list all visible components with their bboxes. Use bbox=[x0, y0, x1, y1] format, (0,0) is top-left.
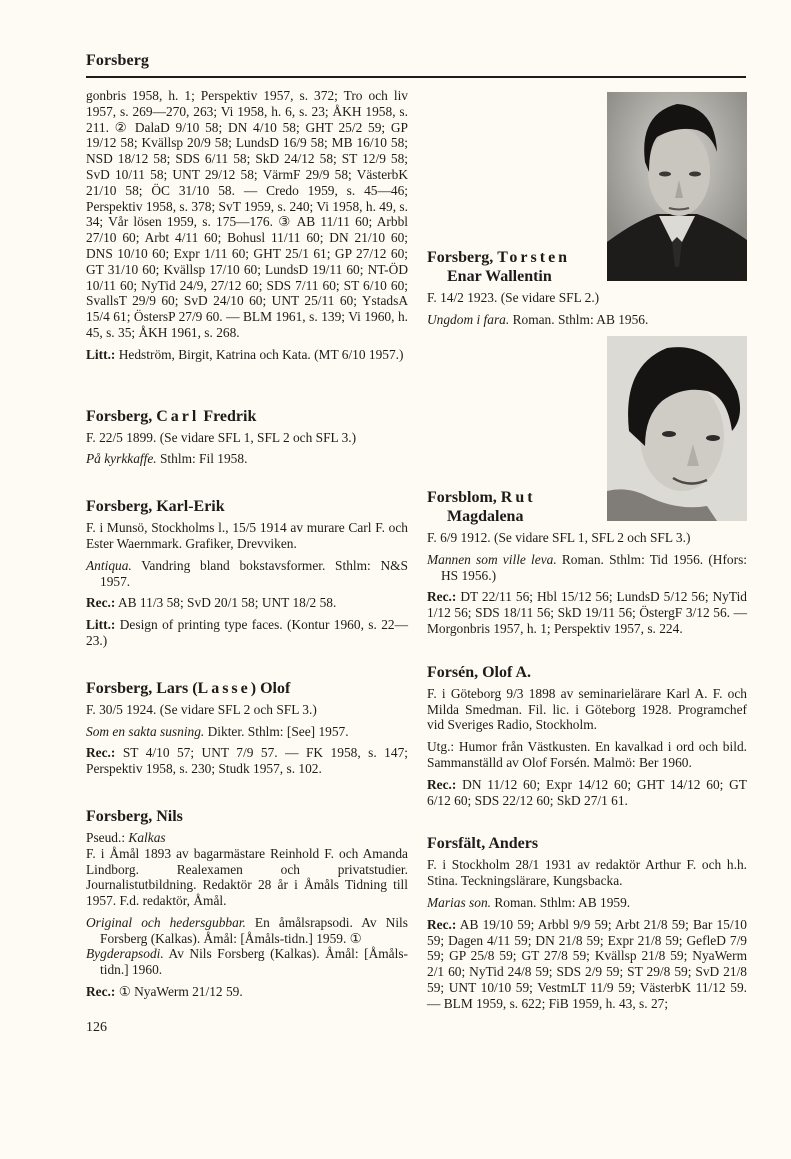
rec-text: AB 11/3 58; SvD 20/1 58; UNT 18/2 58. bbox=[115, 595, 337, 611]
entry-anders bbox=[427, 834, 747, 1011]
birth-line: F. i Munsö, Stockholms l., 15/5 1914 av murare Carl F. och Ester Waernmark. Grafiker, Drevviken. bbox=[86, 520, 408, 551]
rec-line bbox=[86, 745, 408, 777]
rec-label: Rec.: bbox=[427, 916, 457, 932]
page-number: 126 bbox=[86, 1020, 107, 1035]
birth-line: F. 22/5 1899. (Se vidare SFL 1, SFL 2 och SFL 3.) bbox=[86, 429, 357, 445]
entry-heading bbox=[86, 407, 408, 426]
entry-rut-magdalena bbox=[427, 488, 747, 637]
litt-line bbox=[86, 617, 408, 649]
running-head: Forsberg bbox=[86, 52, 150, 69]
entry-lars-lasse-olof bbox=[86, 679, 408, 777]
rec-line bbox=[86, 984, 408, 1000]
rec-text: ST 4/10 57; UNT 7/9 57. — FK 1958, s. 147; Perspektiv 1958, s. 230; Studk 1957, s. 102. bbox=[86, 745, 408, 777]
birth-line: F. 30/5 1924. (Se vidare SFL 2 och SFL 3.) bbox=[86, 701, 317, 717]
work-title: På kyrkkaffe. bbox=[86, 451, 157, 467]
given-name-rest: Magdalena bbox=[447, 508, 524, 525]
work-title: Som en sakta susning. bbox=[86, 723, 205, 739]
entry-heading bbox=[86, 679, 408, 698]
surname: Forsberg, bbox=[427, 249, 494, 266]
given-name: Rut bbox=[500, 489, 536, 506]
entry-olof-a bbox=[427, 663, 747, 809]
birth-line: F. i Åmål 1893 av bagarmästare Reinhold F. och Amanda Lindborg. Realexamen och privatstudier. Journalistutbildning. Redaktör 28 år i Åmåls Tidning till 1957. F.d. redaktör, Åmål. bbox=[86, 845, 408, 909]
surname: Forsblom, bbox=[427, 489, 497, 506]
entry-heading bbox=[86, 807, 408, 826]
utg-line: Utg.: Humor från Västkusten. En kavalkad i ord och bild. Sammanställd av Olof Forsén. Malmö: Ber 1960. bbox=[427, 739, 747, 770]
work-line bbox=[86, 451, 408, 467]
work-details: Vandring bland bokstavsformer. Sthlm: N&S 1957. bbox=[100, 557, 408, 589]
work-line bbox=[427, 552, 747, 584]
given-name-rest: Fredrik bbox=[203, 407, 257, 425]
given-name-rest: ) Olof bbox=[250, 679, 291, 697]
rec-label: Rec.: bbox=[86, 984, 116, 1000]
work-line bbox=[86, 915, 408, 947]
work-details: Roman. Sthlm: Tid 1956. (Hfors: HS 1956.) bbox=[441, 551, 747, 583]
given-name: Lasse bbox=[197, 679, 251, 697]
birth-line: F. i Stockholm 28/1 1931 av redaktör Arthur F. och h.h. Stina. Teckningslärare, Kungsbacka. bbox=[427, 857, 747, 889]
entry-heading bbox=[427, 248, 747, 286]
work-line bbox=[427, 895, 747, 911]
surname: Forsfält, Anders bbox=[427, 835, 539, 853]
work-title: Ungdom i fara. bbox=[427, 311, 510, 327]
entry-nils bbox=[86, 807, 408, 1000]
rec-line bbox=[86, 595, 408, 611]
surname: Forsberg, bbox=[86, 807, 153, 825]
litt-line bbox=[86, 347, 408, 363]
work-details: En åmålsrapsodi. Av Nils Forsberg (Kalkas). Åmål: [Åmåls-tidn.] 1959. ① bbox=[100, 914, 408, 946]
entry-continuation bbox=[86, 88, 408, 363]
rec-line bbox=[427, 589, 747, 636]
birth-line: F. i Göteborg 9/3 1898 av seminarielärare Karl A. F. och Milda Smedman. Fil. lic. i Göteborg 1928. Programchef vid Sveriges Radio, Stockholm. bbox=[427, 685, 747, 733]
surname: Forsberg, bbox=[86, 407, 153, 425]
given-name-rest: Enar Wallentin bbox=[447, 268, 552, 285]
surname: Forsén, Olof A. bbox=[427, 663, 531, 681]
rec-line bbox=[427, 917, 747, 1012]
entry-torsten bbox=[427, 248, 747, 336]
work-title: Bygderapsodi. bbox=[86, 946, 164, 962]
work-details: Roman. Sthlm: AB 1956. bbox=[509, 311, 649, 327]
work-title: Antiqua. bbox=[86, 557, 132, 573]
work-line bbox=[427, 312, 747, 328]
work-details: Roman. Sthlm: AB 1959. bbox=[491, 894, 631, 910]
pseud-label: Pseud.: bbox=[86, 829, 126, 845]
entry-karl-erik bbox=[86, 497, 408, 649]
left-column bbox=[86, 88, 408, 1026]
entry-heading bbox=[427, 663, 747, 682]
given-name: Carl bbox=[156, 407, 200, 425]
birth-line: F. 14/2 1923. (Se vidare SFL 2.) bbox=[427, 290, 600, 305]
rec-text: AB 19/10 59; Arbbl 9/9 59; Arbt 21/8 59; Bar 15/10 59; Dagen 4/11 59; DN 21/8 59; Expr 21/8 59; GefleD 7/9 59; GP 25/8 59; GT 27/8 59; Kvällsp 21/8 59; NyaWerm 2/1 60; NyTid 24/8 59; SDS 2/9 59; ST 29/8 59; SvD 21/8 59; UNT 10/10 59; VestmLT 11/9 59; VästerbK 11/12 59. — BLM 1959, s. 622; FiB 1959, h. 43, s. 27; bbox=[427, 916, 747, 1011]
reviews-continued: gonbris 1958, h. 1; Perspektiv 1957, s. 372; Tro och liv 1957, s. 269—270, 263; Vi 1958, h. 6, s. 23; ÅKH 1958, s. 211. ② DalaD 9/10 58; DN 4/10 58; GHT 25/2 59; GP 19/12 58; Kvällsp 20/9 58; LundsD 16/9 58; MB 16/10 58; NSD 18/12 58; SDS 6/11 58; SkD 24/12 58; ST 12/9 58; SvD 10/11 58; UNT 29/12 58; VärmF 29/9 58; VästerbK 21/10 58; ÖC 31/10 58. — Credo 1959, s. 45—46; Perspektiv 1958, s. 378; SvT 1959, s. 240; Vi 1958, h. 49, s. 34; Vår lösen 1959, s. 175—176. ③ AB 11/11 60; Arbbl 27/10 60; Arbt 4/11 60; Bohusl 11/11 60; DN 21/10 60; DNS 10/10 60; Expr 1/11 60; GHT 25/1 61; GP 27/12 60; GT 31/10 60; Kvällsp 17/10 60; LundsD 19/11 60; NT-ÖD 10/11 60; NyTid 24/9, 27/12 60; SDS 7/11 60; ST 6/10 60; SvallsT 29/9 60; SvD 24/10 60; UNT 25/11 60; YstadsA 15/4 61; ÖstersP 27/9 60. — BLM 1961, s. 139; Vi 1960, h. 45, s. 35; ÅKH 1961, s. 268. bbox=[86, 88, 408, 340]
page-header bbox=[86, 52, 746, 70]
rec-label: Rec.: bbox=[86, 595, 116, 611]
work-title: Mannen som ville leva. bbox=[427, 551, 557, 567]
header-rule bbox=[86, 76, 746, 78]
rec-text: DT 22/11 56; Hbl 15/12 56; LundsD 5/12 56; NyTid 1/12 56; SDS 18/11 56; SkD 19/11 56; ÖstergF 3/12 56. — Morgonbris 1957, h. 1; Perspektiv 1957, s. 224. bbox=[427, 589, 747, 636]
work-title: Marias son. bbox=[427, 894, 491, 910]
rec-label: Rec.: bbox=[427, 776, 457, 792]
entry-carl-fredrik bbox=[86, 407, 408, 468]
entry-heading bbox=[86, 497, 408, 516]
given-name: Karl-Erik bbox=[156, 498, 225, 516]
given-name: Torsten bbox=[497, 249, 571, 266]
rec-line bbox=[427, 777, 747, 809]
rec-text: ① NyaWerm 21/12 59. bbox=[115, 984, 243, 1000]
work-details: Av Nils Forsberg (Kalkas). Åmål: [Åmåls-tidn.] 1960. bbox=[100, 946, 408, 978]
work-title: Original och hedersgubbar. bbox=[86, 914, 246, 930]
rec-label: Rec.: bbox=[86, 745, 116, 761]
entry-heading bbox=[427, 834, 747, 853]
litt-label: Litt.: bbox=[86, 346, 116, 362]
work-line bbox=[86, 558, 408, 590]
pseud-line bbox=[86, 830, 408, 846]
right-column bbox=[427, 88, 747, 1038]
work-details: Dikter. Sthlm: [See] 1957. bbox=[204, 723, 349, 739]
work-details: Sthlm: Fil 1958. bbox=[156, 451, 248, 467]
litt-text: Hedström, Birgit, Katrina och Kata. (MT 6/10 1957.) bbox=[115, 346, 404, 362]
birth-line: F. 6/9 1912. (Se vidare SFL 1, SFL 2 och SFL 3.) bbox=[427, 530, 691, 545]
rec-label: Rec.: bbox=[427, 589, 457, 605]
litt-label: Litt.: bbox=[86, 617, 116, 633]
litt-text: Design of printing type faces. (Kontur 1960, s. 22—23.) bbox=[86, 617, 408, 648]
surname: Forsberg, bbox=[86, 498, 153, 516]
given-name: Nils bbox=[156, 807, 183, 825]
surname: Forsberg, Lars ( bbox=[86, 679, 198, 697]
work-line bbox=[86, 724, 408, 740]
pseud-name: Kalkas bbox=[128, 829, 166, 845]
work-line-2 bbox=[86, 946, 408, 978]
entry-heading bbox=[427, 488, 747, 526]
rec-text: DN 11/12 60; Expr 14/12 60; GHT 14/12 60; GT 6/12 60; SDS 22/12 60; SkD 27/1 61. bbox=[427, 776, 747, 808]
